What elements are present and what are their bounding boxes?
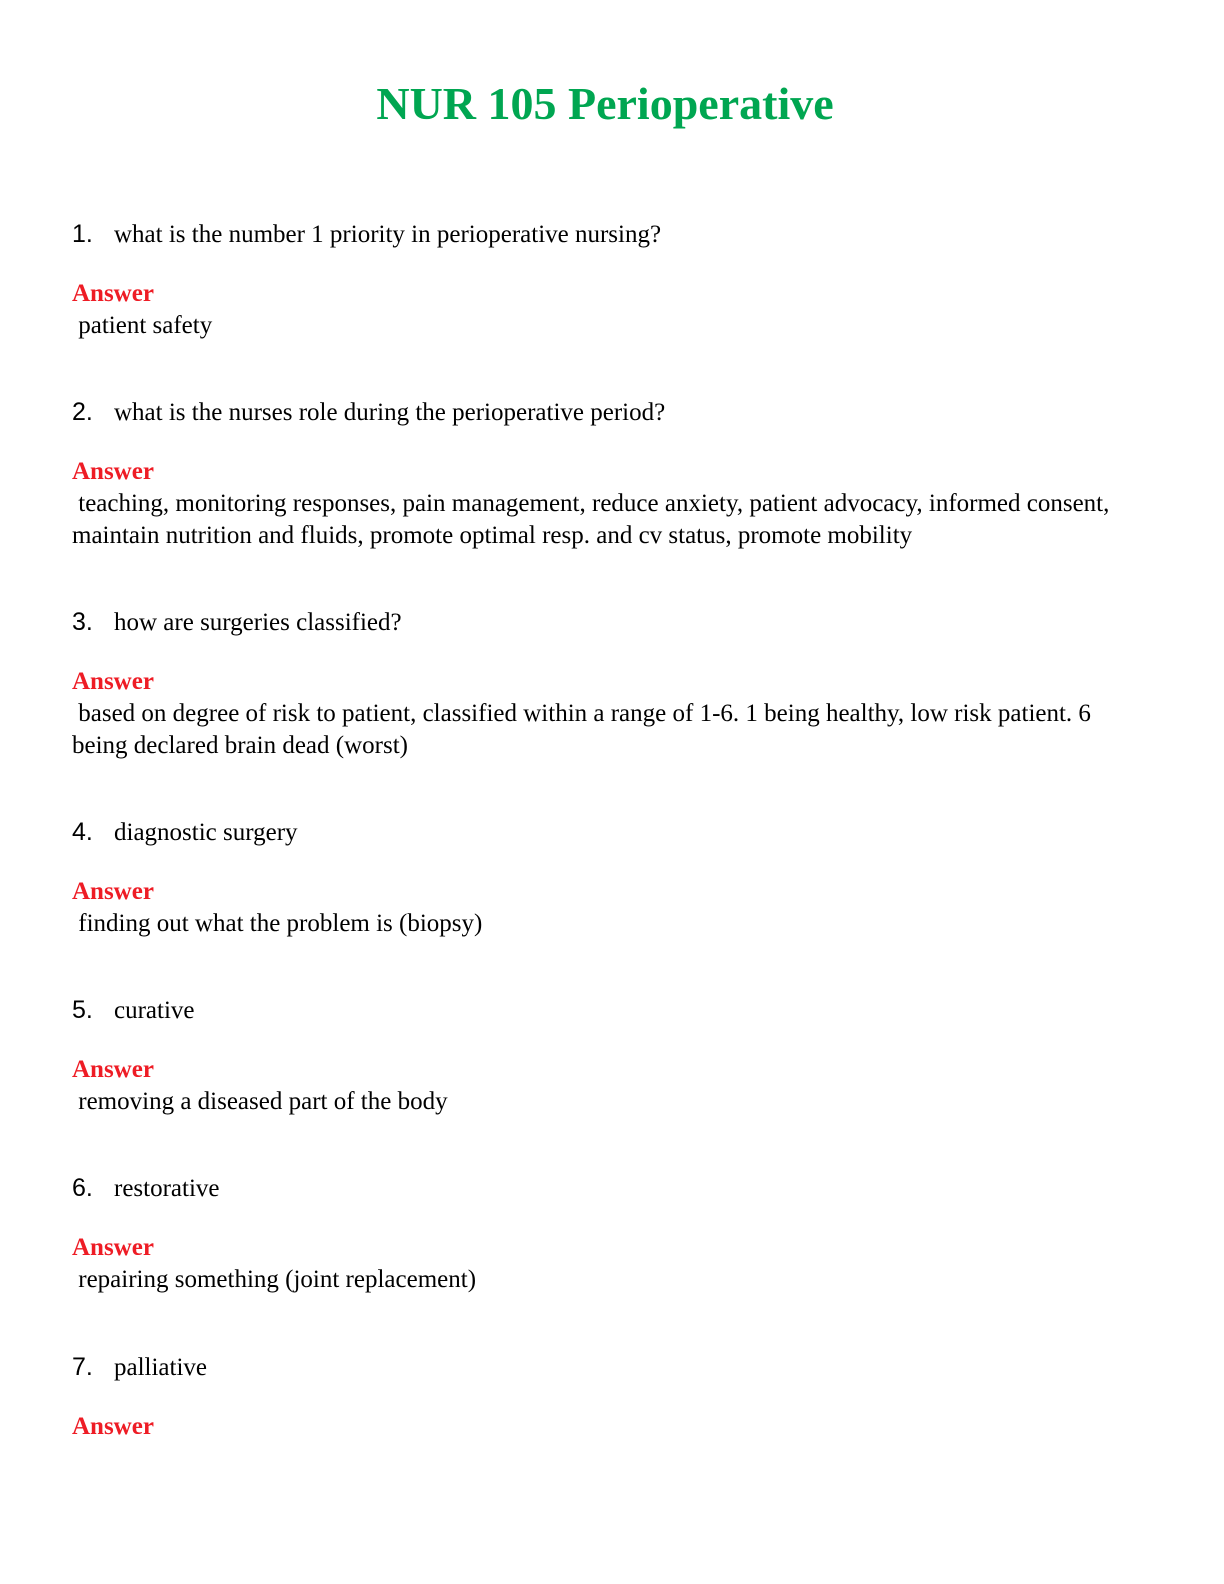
answer-label: Answer	[72, 1234, 154, 1261]
question-row	[72, 992, 1132, 1028]
question-text: diagnostic surgery	[114, 819, 298, 846]
question-text: what is the number 1 priority in perioperative nursing?	[114, 221, 662, 248]
question-number: 3.	[72, 608, 93, 636]
answer-label: Answer	[72, 458, 154, 485]
qa-item-3	[72, 604, 1132, 762]
answer-text: based on degree of risk to patient, classified within a range of 1-6. 1 being healthy, low risk patient. 6 being declared brain dead (worst)	[72, 700, 1098, 759]
answer-label: Answer	[72, 1056, 154, 1083]
qa-item-4	[72, 814, 1132, 940]
answer-text: removing a diseased part of the body	[72, 1088, 448, 1115]
question-text: palliative	[114, 1354, 208, 1381]
qa-item-6	[72, 1170, 1132, 1296]
answer-text: patient safety	[72, 312, 213, 339]
question-number: 1.	[72, 220, 93, 248]
document-title: NUR 105 Perioperative	[376, 78, 834, 129]
answer-text: repairing something (joint replacement)	[72, 1266, 477, 1293]
qa-item-1	[72, 216, 1132, 342]
question-number: 4.	[72, 818, 93, 846]
question-number: 5.	[72, 996, 93, 1024]
question-row	[72, 394, 1132, 430]
qa-item-7	[72, 1349, 1132, 1443]
answer-label: Answer	[72, 878, 154, 905]
question-row	[72, 1170, 1132, 1206]
question-row	[72, 604, 1132, 640]
question-number: 7.	[72, 1353, 93, 1381]
question-text: restorative	[114, 1175, 220, 1202]
answer-text: finding out what the problem is (biopsy)	[72, 910, 483, 937]
answer-text: teaching, monitoring responses, pain management, reduce anxiety, patient advocacy, informed consent, maintain nutrition and fluids, promote optimal resp. and cv status, promote mobility	[72, 490, 1116, 549]
answer-label: Answer	[72, 668, 154, 695]
question-number: 6.	[72, 1174, 93, 1202]
answer-label: Answer	[72, 280, 154, 307]
question-row	[72, 1349, 1132, 1385]
question-number: 2.	[72, 398, 93, 426]
question-text: how are surgeries classified?	[114, 609, 402, 636]
question-text: curative	[114, 997, 195, 1024]
question-row	[72, 814, 1132, 850]
question-text: what is the nurses role during the perioperative period?	[114, 399, 666, 426]
question-row	[72, 216, 1132, 252]
qa-item-2	[72, 394, 1132, 552]
qa-item-5	[72, 992, 1132, 1118]
answer-label: Answer	[72, 1413, 154, 1440]
